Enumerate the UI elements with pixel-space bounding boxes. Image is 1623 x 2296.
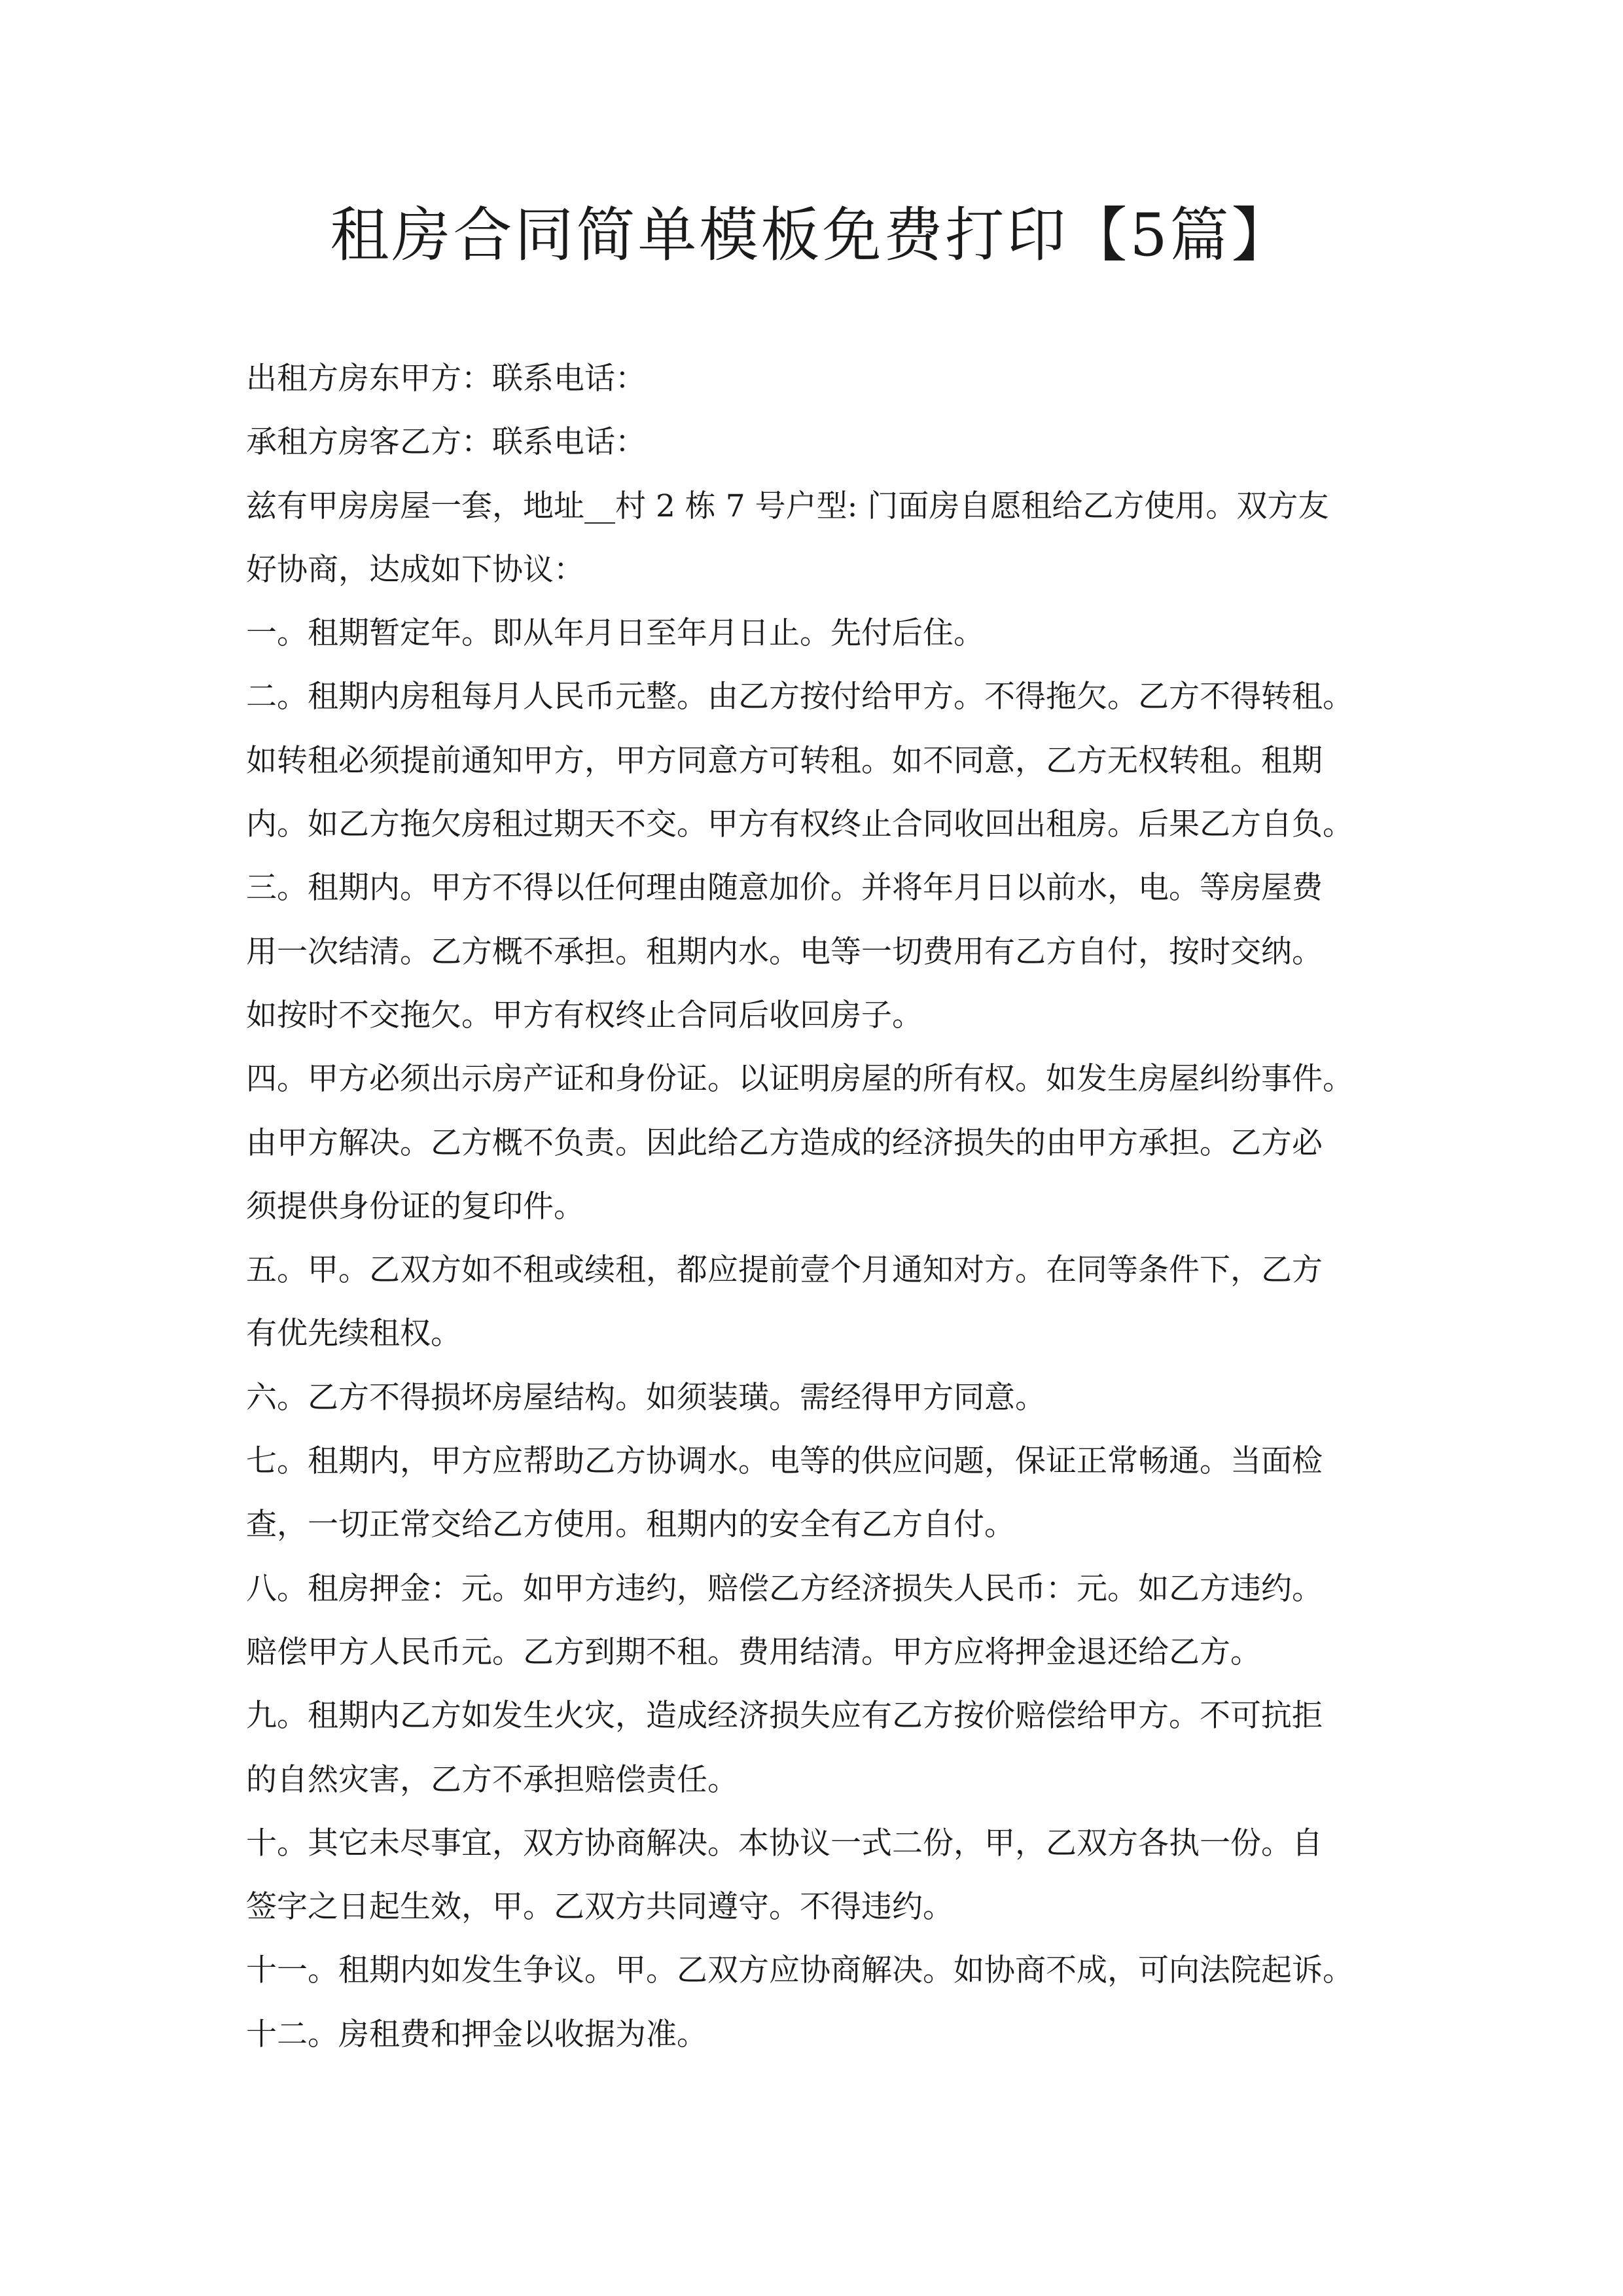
body-line: 一。租期暂定年。即从年月日至年月日止。先付后住。: [246, 615, 984, 652]
body-line: 十。其它未尽事宜，双方协商解决。本协议一式二份，甲，乙双方各执一份。自: [246, 1825, 1323, 1861]
body-line: 签字之日起生效，甲。乙双方共同遵守。不得违约。: [246, 1889, 954, 1926]
body-line: 十一。租期内如发生争议。甲。乙双方应协商解决。如协商不成，可向法院起诉。: [246, 1952, 1353, 1989]
body-line: 三。租期内。甲方不得以任何理由随意加价。并将年月日以前水，电。等房屋费: [246, 870, 1323, 906]
body-line: 好协商，达成如下协议：: [246, 551, 584, 588]
body-line: 十二。房租费和押金以收据为准。: [246, 2016, 707, 2053]
body-line: 赔偿甲方人民币元。乙方到期不租。费用结清。甲方应将押金退还给乙方。: [246, 1634, 1261, 1670]
body-line: 内。如乙方拖欠房租过期天不交。甲方有权终止合同收回出租房。后果乙方自负。: [246, 806, 1353, 843]
document-body: [246, 347, 1398, 2066]
document-title: 租房合同简单模板免费打印【5篇】: [330, 201, 1293, 270]
body-line: 须提供身份证的复印件。: [246, 1188, 584, 1225]
body-line: 六。乙方不得损坏房屋结构。如须装璜。需经得甲方同意。: [246, 1379, 1046, 1416]
body-line: 的自然灾害，乙方不承担赔偿责任。: [246, 1761, 738, 1798]
body-line: 二。租期内房租每月人民币元整。由乙方按付给甲方。不得拖欠。乙方不得转租。: [246, 679, 1353, 715]
body-line: 五。甲。乙双方如不租或续租，都应提前壹个月通知对方。在同等条件下，乙方: [246, 1252, 1323, 1289]
body-line: 七。租期内，甲方应帮助乙方协调水。电等的供应问题，保证正常畅通。当面检: [246, 1443, 1323, 1480]
body-line: 九。租期内乙方如发生火灾，造成经济损失应有乙方按价赔偿给甲方。不可抗拒: [246, 1698, 1323, 1734]
body-line: 兹有甲房房屋一套，地址__村 2 栋 7 号户型: 门面房自愿租给乙方使用。双方友: [246, 488, 1329, 524]
body-line: 如转租必须提前通知甲方，甲方同意方可转租。如不同意，乙方无权转租。租期: [246, 742, 1323, 779]
body-line: 出租方房东甲方：联系电话：: [246, 361, 646, 397]
body-line: 有优先续租权。: [246, 1316, 461, 1352]
body-line: 查，一切正常交给乙方使用。租期内的安全有乙方自付。: [246, 1507, 1015, 1543]
body-line: 承租方房客乙方：联系电话：: [246, 424, 646, 461]
body-line: 如按时不交拖欠。甲方有权终止合同后收回房子。: [246, 997, 923, 1033]
body-line: 用一次结清。乙方概不承担。租期内水。电等一切费用有乙方自付，按时交纳。: [246, 933, 1323, 970]
body-line: 由甲方解决。乙方概不负责。因此给乙方造成的经济损失的由甲方承担。乙方必: [246, 1124, 1323, 1161]
body-line: 四。甲方必须出示房产证和身份证。以证明房屋的所有权。如发生房屋纠纷事件。: [246, 1061, 1353, 1098]
body-line: 八。租房押金：元。如甲方违约，赔偿乙方经济损失人民币：元。如乙方违约。: [246, 1570, 1323, 1607]
